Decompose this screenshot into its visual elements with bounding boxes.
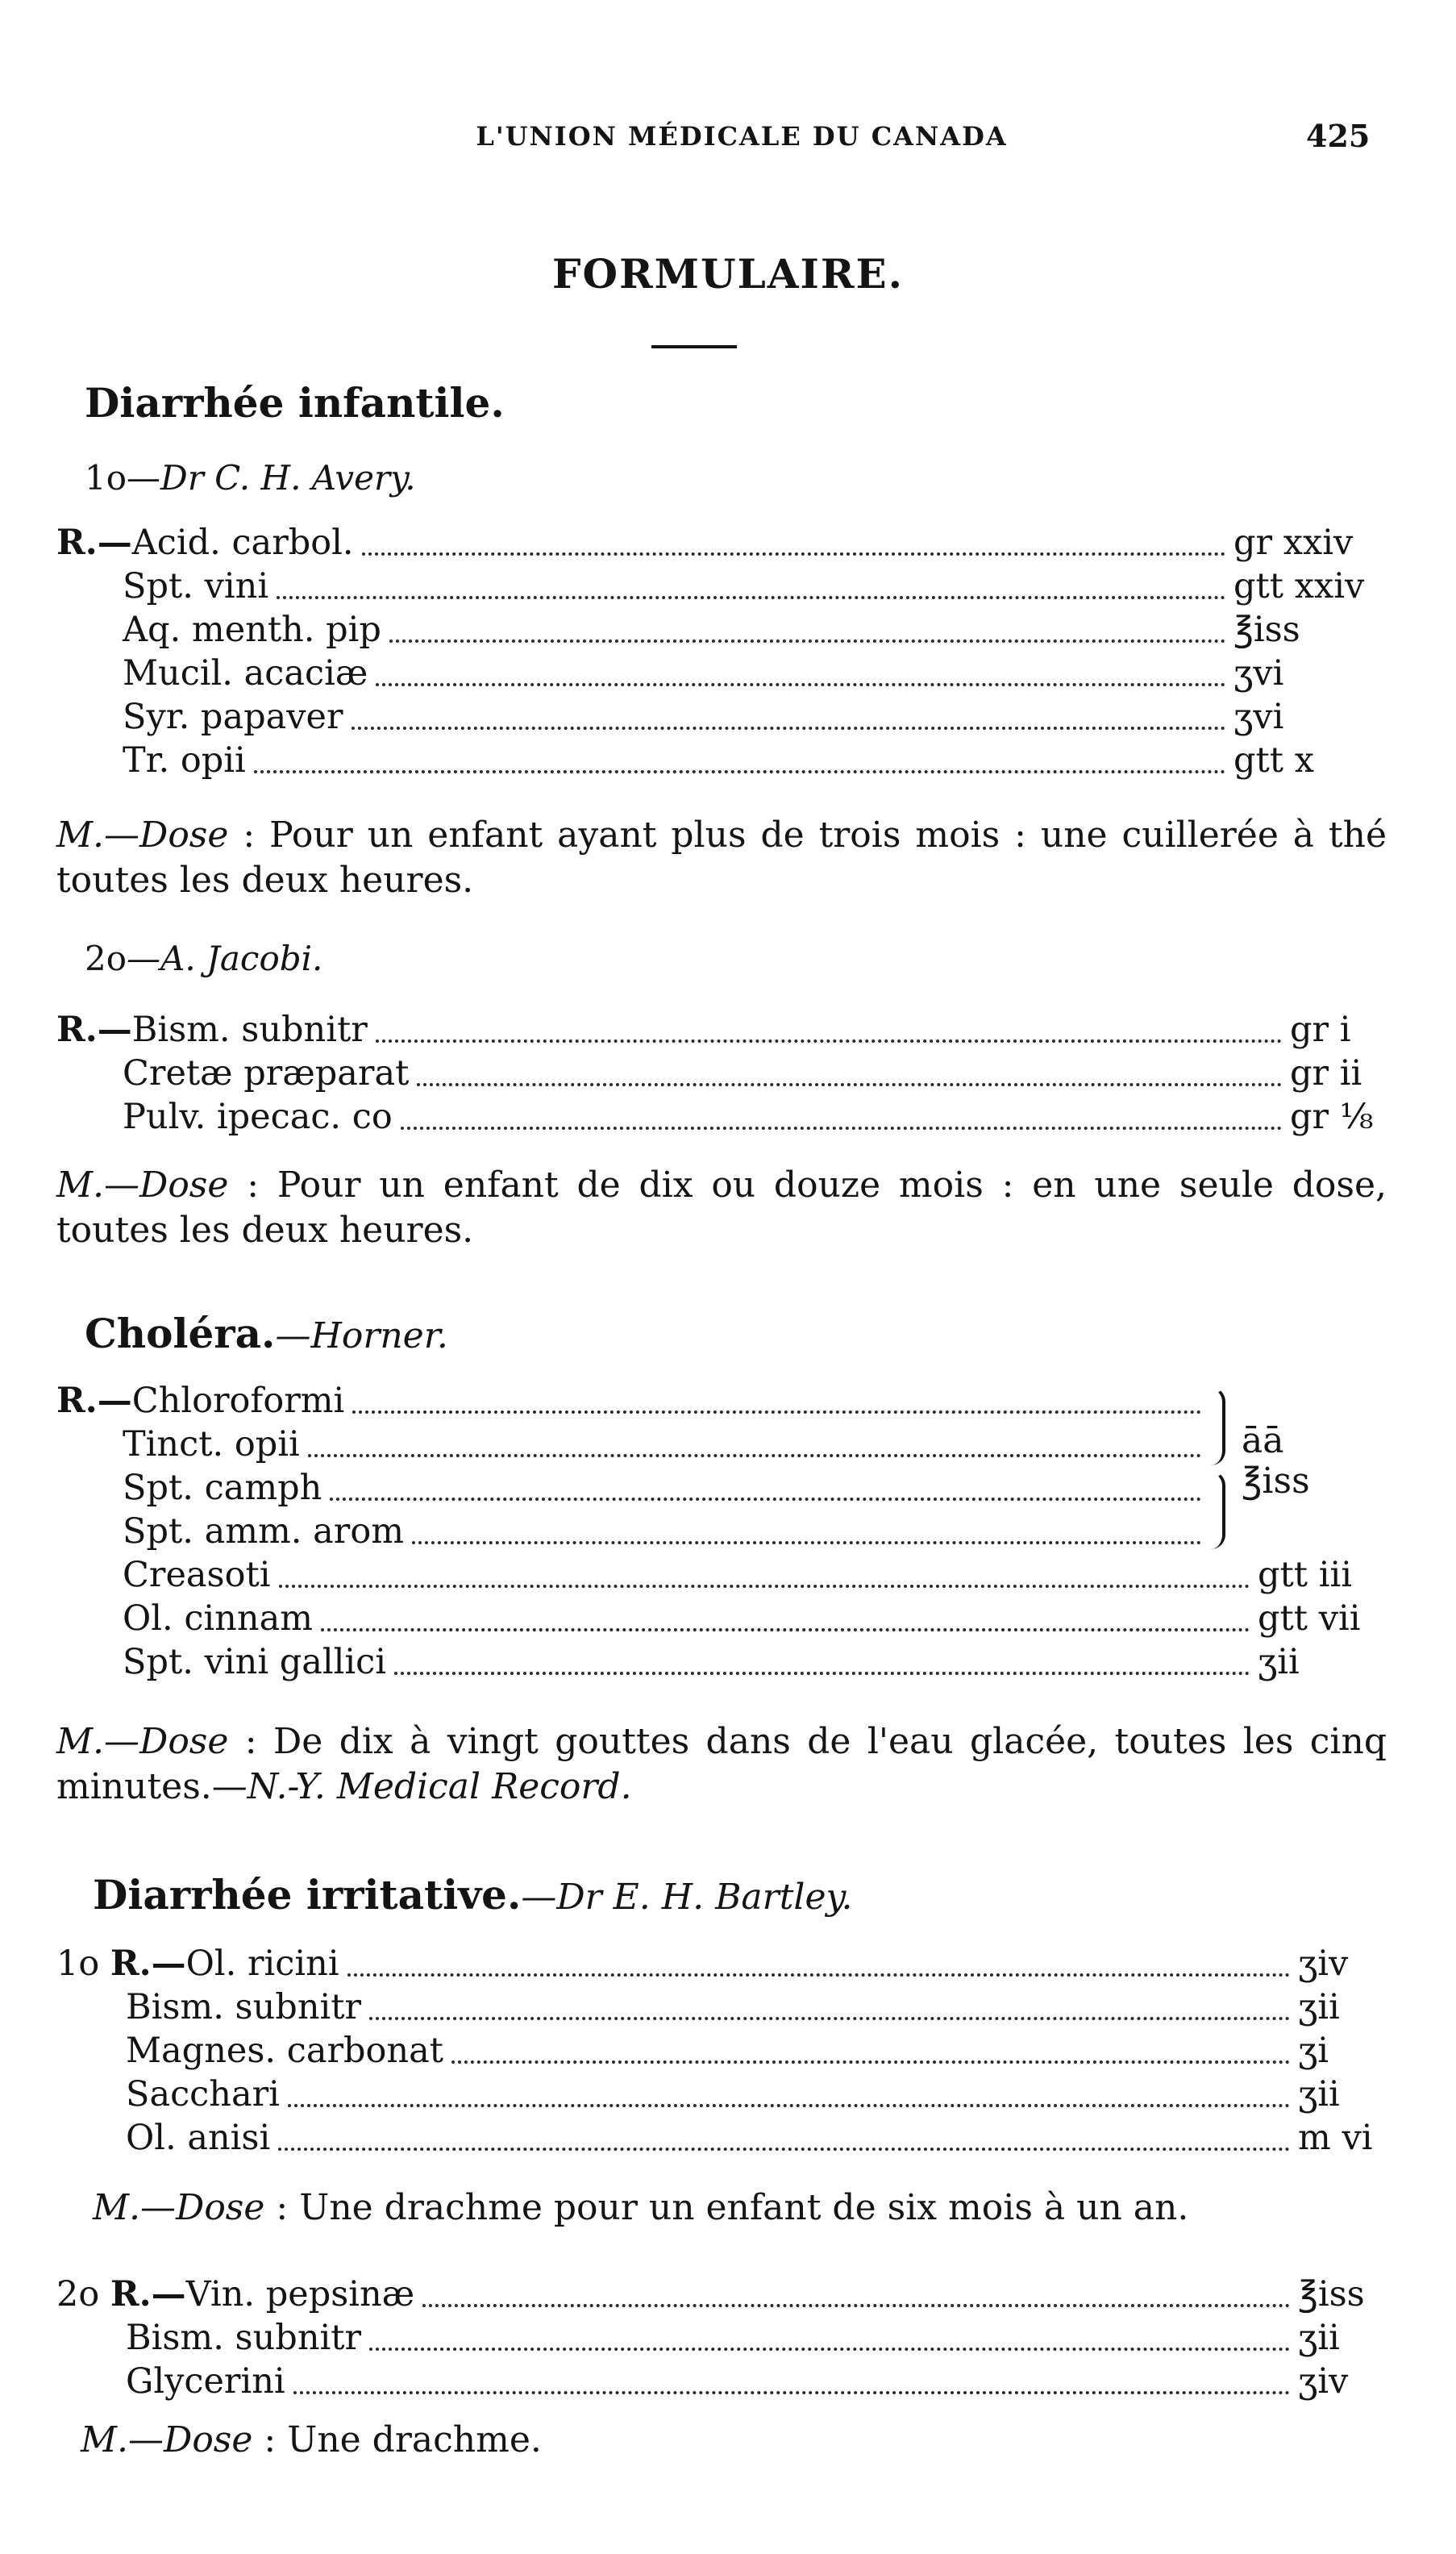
ingredient-name: Magnes. carbonat bbox=[126, 2031, 444, 2071]
ingredient-quantity: m vi bbox=[1298, 2118, 1373, 2158]
section-heading-text: Choléra. bbox=[85, 1310, 276, 1357]
prescription-block bbox=[56, 1944, 1387, 2161]
ingredient-quantity: gr xxiv bbox=[1233, 523, 1354, 563]
dot-leader bbox=[394, 1672, 1250, 1675]
prescription-line bbox=[56, 740, 1387, 784]
dose-label: M.—Dose bbox=[56, 1165, 229, 1206]
rx-sign: R.— bbox=[56, 523, 132, 563]
formula-number: 2o bbox=[85, 939, 127, 978]
dose-instructions bbox=[56, 1719, 1387, 1810]
ingredient-quantity: ʒii bbox=[1258, 1642, 1300, 1682]
ingredient-quantity: gtt iii bbox=[1258, 1555, 1353, 1595]
ingredient-name: Bism. subnitr bbox=[126, 1987, 362, 2027]
ingredient-quantity: gtt x bbox=[1233, 740, 1315, 781]
ingredient-quantity: ʒii bbox=[1298, 2318, 1340, 2358]
ingredient-quantity: ℥iss bbox=[1233, 610, 1300, 650]
section-heading-diarrhee-infantile bbox=[85, 379, 505, 427]
ingredient-name: Bism. subnitr bbox=[126, 2318, 362, 2358]
formula-number: 2o bbox=[56, 2274, 100, 2314]
brace-quantity bbox=[1242, 1421, 1310, 1502]
dot-leader bbox=[417, 1083, 1282, 1086]
ingredient-name: Spt. vini bbox=[123, 566, 269, 606]
formula-author bbox=[85, 939, 322, 978]
dot-leader bbox=[278, 2148, 1290, 2151]
ingredient-name: Spt. amm. arom bbox=[123, 1511, 404, 1552]
ingredient-name: Ol. cinnam bbox=[123, 1598, 313, 1639]
dose-text: : Pour un enfant de dix ou douze mois : en une seule dose, toutes les deux heures. bbox=[56, 1165, 1387, 1251]
prescription-line bbox=[56, 610, 1387, 653]
formula-author-name: —A. Jacobi. bbox=[127, 939, 323, 978]
prescription-line bbox=[56, 1424, 1209, 1468]
ingredient-quantity: ʒiv bbox=[1298, 1944, 1349, 1984]
prescription-block bbox=[56, 1010, 1387, 1140]
formula-number: 1o bbox=[56, 1944, 100, 1984]
dose-text: : Une drachme. bbox=[252, 2419, 542, 2460]
dose-label: M.—Dose bbox=[56, 1721, 229, 1762]
prescription-line bbox=[56, 2361, 1387, 2405]
dose-instructions bbox=[56, 813, 1387, 903]
prescription-line bbox=[56, 1053, 1387, 1097]
ingredient-quantity: gr i bbox=[1290, 1010, 1351, 1050]
ingredient-name: Creasoti bbox=[123, 1555, 271, 1595]
brace-bottom bbox=[1211, 1471, 1225, 1549]
ingredient-name: Spt. vini gallici bbox=[123, 1642, 387, 1682]
dose-text: : De dix à vingt gouttes dans de l'eau glacée, toutes les cinq minutes.— bbox=[56, 1721, 1387, 1807]
dot-leader bbox=[293, 2391, 1290, 2394]
dot-leader bbox=[352, 727, 1225, 730]
running-title: L'UNION MÉDICALE DU CANADA bbox=[476, 121, 1008, 152]
prescription-line bbox=[56, 1598, 1387, 1642]
brace-quantity-aa: āā bbox=[1242, 1420, 1284, 1461]
ingredient-quantity: gr ii bbox=[1290, 1053, 1362, 1094]
dose-label: M.—Dose bbox=[81, 2419, 253, 2460]
formula-author bbox=[85, 458, 416, 498]
rx-sign: R.— bbox=[110, 1944, 186, 1984]
dot-leader bbox=[254, 770, 1225, 773]
prescription-line bbox=[56, 1944, 1387, 1987]
ingredient-quantity: gr ⅛ bbox=[1290, 1097, 1374, 1137]
prescription-line bbox=[56, 1987, 1387, 2031]
dot-leader bbox=[308, 1454, 1201, 1457]
prescription-block bbox=[56, 2274, 1387, 2405]
dot-leader bbox=[451, 2060, 1290, 2064]
ingredient-name: R.—Bism. subnitr bbox=[56, 1010, 368, 1050]
brace-top bbox=[1211, 1387, 1225, 1465]
ingredient-quantity: ʒii bbox=[1298, 1987, 1340, 2027]
ingredient-quantity: ʒvi bbox=[1233, 697, 1284, 737]
dot-leader bbox=[277, 596, 1225, 599]
ingredient-name: Pulv. ipecac. co bbox=[123, 1097, 393, 1137]
ingredient-name: Spt. camph bbox=[123, 1468, 322, 1508]
prescription-line bbox=[56, 523, 1387, 566]
dot-leader bbox=[376, 683, 1225, 686]
prescription-line bbox=[56, 2074, 1387, 2118]
dot-leader bbox=[288, 2104, 1290, 2107]
prescription-line bbox=[56, 1555, 1387, 1598]
section-heading-cholera bbox=[85, 1310, 448, 1357]
dot-leader bbox=[352, 1410, 1201, 1414]
ingredient-quantity: ℥iss bbox=[1298, 2274, 1365, 2314]
prescription-line bbox=[56, 653, 1387, 697]
brace-quantity-amount: ℥iss bbox=[1242, 1460, 1310, 1502]
formula-author-name: —Dr C. H. Avery. bbox=[127, 458, 416, 498]
ingredient-name: Glycerini bbox=[126, 2361, 285, 2402]
prescription-line bbox=[56, 1097, 1387, 1140]
dose-instructions bbox=[56, 1163, 1387, 1253]
dot-leader bbox=[422, 2304, 1290, 2307]
prescription-line bbox=[56, 1642, 1387, 1685]
dot-leader bbox=[321, 1628, 1250, 1631]
dose-instructions bbox=[81, 2418, 1411, 2463]
prescription-line bbox=[56, 566, 1387, 610]
section-heading-text: Diarrhée infantile. bbox=[85, 379, 505, 427]
title-divider bbox=[651, 345, 737, 348]
ingredient-name: 2o R.—Vin. pepsinæ bbox=[56, 2274, 415, 2314]
page-number: 425 bbox=[1306, 118, 1371, 154]
prescription-line bbox=[56, 1511, 1209, 1555]
rx-sign: R.— bbox=[56, 1010, 132, 1050]
dot-leader bbox=[279, 1585, 1250, 1588]
prescription-line bbox=[56, 1381, 1209, 1424]
prescription-line bbox=[56, 1468, 1209, 1511]
section-heading-text: Diarrhée irritative. bbox=[93, 1871, 522, 1919]
prescription-block bbox=[56, 523, 1387, 784]
ingredient-quantity: gtt vii bbox=[1258, 1598, 1361, 1639]
rx-sign: R.— bbox=[56, 1381, 132, 1421]
ingredient-quantity: gtt xxiv bbox=[1233, 566, 1365, 606]
prescription-line bbox=[56, 2318, 1387, 2361]
ingredient-quantity: ʒvi bbox=[1233, 653, 1284, 694]
ingredient-quantity: ʒii bbox=[1298, 2074, 1340, 2114]
page-title: FORMULAIRE. bbox=[552, 250, 904, 298]
dot-leader bbox=[389, 640, 1225, 643]
ingredient-name: Sacchari bbox=[126, 2074, 280, 2114]
formula-number: 1o bbox=[85, 458, 127, 498]
prescription-line bbox=[56, 2031, 1387, 2074]
ingredient-name: 1o R.—Ol. ricini bbox=[56, 1944, 339, 1984]
dose-label: M.—Dose bbox=[56, 815, 229, 856]
section-heading-diarrhee-irritative bbox=[93, 1871, 852, 1919]
section-heading-author: —Dr E. H. Bartley. bbox=[521, 1877, 853, 1918]
ingredient-name: Tinct. opii bbox=[123, 1424, 300, 1464]
rx-sign: R.— bbox=[110, 2274, 186, 2314]
dose-source: N.-Y. Medical Record. bbox=[247, 1766, 632, 1807]
section-heading-author: —Horner. bbox=[275, 1315, 448, 1356]
prescription-line bbox=[56, 1010, 1387, 1053]
dot-leader bbox=[376, 1040, 1282, 1043]
ingredient-name: Ol. anisi bbox=[126, 2118, 271, 2158]
dose-text: : Pour un enfant ayant plus de trois mois : une cuillerée à thé toutes les deux heures. bbox=[56, 815, 1387, 901]
dose-instructions bbox=[93, 2185, 1423, 2231]
prescription-line bbox=[56, 697, 1387, 740]
dose-text: : Une drachme pour un enfant de six mois à un an. bbox=[264, 2187, 1189, 2228]
prescription-block bbox=[56, 1381, 1387, 1685]
dot-leader bbox=[369, 2017, 1290, 2020]
dot-leader bbox=[362, 552, 1225, 556]
ingredient-name: R.—Chloroformi bbox=[56, 1381, 345, 1421]
dot-leader bbox=[330, 1498, 1201, 1501]
prescription-line bbox=[56, 2274, 1387, 2318]
dot-leader bbox=[369, 2348, 1290, 2351]
ingredient-quantity: ʒi bbox=[1298, 2031, 1329, 2071]
ingredient-name: Cretæ præparat bbox=[123, 1053, 410, 1094]
dot-leader bbox=[401, 1127, 1282, 1130]
ingredient-name: Tr. opii bbox=[123, 740, 246, 781]
ingredient-name: R.—Acid. carbol. bbox=[56, 523, 354, 563]
prescription-line bbox=[56, 2118, 1387, 2161]
ingredient-quantity: ʒiv bbox=[1298, 2361, 1349, 2402]
ingredient-name: Syr. papaver bbox=[123, 697, 343, 737]
dot-leader bbox=[347, 1973, 1290, 1977]
ingredient-name: Aq. menth. pip bbox=[123, 610, 381, 650]
ingredient-name: Mucil. acaciæ bbox=[123, 653, 368, 694]
dot-leader bbox=[412, 1541, 1201, 1544]
dose-label: M.—Dose bbox=[93, 2187, 265, 2228]
